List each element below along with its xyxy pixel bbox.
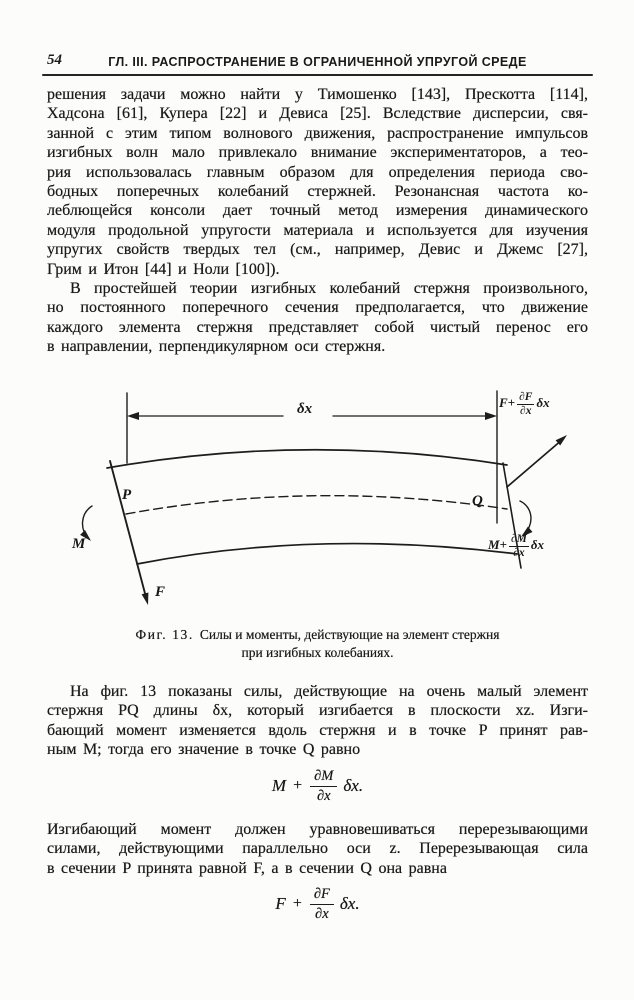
body-line: Хадсона [61], Купера [22] и Девиса [25]. Вследствие дисперсии, свя- — [47, 105, 588, 123]
plus-operator: + — [292, 895, 302, 913]
body-line: в сечении P принята равной F, а в сечении Q она равна — [47, 859, 447, 877]
paragraph-4 — [47, 820, 588, 878]
body-line: ным M; тогда его значение в точке Q равно — [47, 741, 361, 759]
shear-force-arrow-right — [507, 435, 567, 487]
body-line: леблющейся консоли дает точный метод измерения динамического — [47, 202, 588, 220]
paragraph-2 — [47, 279, 588, 357]
formula-fraction: $\frac{\partial M}{\partial x}$ — [310, 768, 337, 804]
force-right-label — [499, 391, 550, 417]
force-f-label: F — [155, 584, 166, 600]
figure-13 — [55, 383, 621, 623]
chapter-header: ГЛ. III. РАСПРОСТРАНЕНИЕ В ОГРАНИЧЕННОЙ УПРУГОЙ СРЕДЕ — [108, 55, 527, 69]
formula-suffix: δx. — [339, 894, 360, 914]
formula-suffix: δx. — [343, 776, 364, 796]
body-line: На фиг. 13 показаны силы, действующие на очень малый элемент — [70, 683, 588, 700]
moment-m-label: M — [72, 536, 86, 552]
body-line: упругих свойств твердых тел (см., например, Девис и Джемс [27], — [47, 241, 588, 259]
force-right-fraction: $\frac{\partial F}{\partial x}$ — [519, 391, 533, 418]
figure-caption-line1: Силы и моменты, действующие на элемент стержня — [199, 627, 500, 642]
figure-13-diagram — [55, 383, 621, 623]
body-line: бающий момент изменяется вдоль стержня и в точке P принят рав- — [47, 721, 588, 739]
body-line: изгибных волн мало привлекало внимание экспериментаторов, а тео- — [47, 144, 588, 162]
point-p-label: P — [122, 487, 132, 503]
header-rule — [42, 74, 593, 76]
force-right-prefix: F+ — [499, 395, 516, 411]
body-line: бодных поперечных колебаний стержней. Резонансная частота ко- — [47, 183, 588, 201]
moment-right-suffix: δx — [530, 537, 545, 553]
formula-lhs: F — [275, 894, 286, 914]
body-line: в направлении, перпендикулярном оси стержня. — [47, 338, 386, 356]
body-line: Изгибающий момент должен уравновешиваться перерезывающими — [47, 821, 588, 838]
plus-operator: + — [293, 777, 303, 795]
shear-force-arrow-left — [110, 461, 148, 605]
body-line: стержня PQ длины δx, который изгибается в плоскости xz. Изги- — [47, 702, 588, 720]
formula-moment — [47, 768, 588, 804]
paragraph-1 — [47, 85, 588, 279]
moment-right-prefix: M+ — [488, 537, 507, 553]
body-line: но постоянного поперечного сечения предполагается, что движение — [47, 299, 588, 317]
body-line: решения задачи можно найти у Тимошенко [143], Прескотта [114], — [47, 86, 588, 103]
body-line: модуля продольной упругости материала и используется для изучения — [47, 221, 588, 239]
moment-right-fraction: $\frac{\partial M}{\partial x}$ — [510, 533, 527, 560]
formula-fraction: $\frac{\partial F}{\partial x}$ — [310, 886, 334, 922]
figure-caption-line2: при изгибных колебаниях. — [241, 644, 394, 660]
body-line: каждого элемента стержня представляет собой чистый перенос его — [47, 318, 588, 336]
figure-caption — [47, 626, 588, 661]
moment-arrow-right — [520, 501, 533, 537]
body-line: Грим и Итон [44] и Ноли [100]). — [47, 260, 280, 278]
body-line: силами, действующими параллельно оси z. Перерезывающая сила — [47, 840, 588, 858]
moment-right-label — [488, 533, 544, 559]
body-line: В простейшей теории изгибных колебаний стержня произвольного, — [70, 280, 588, 297]
beam-element — [107, 450, 521, 568]
delta-x-label: δx — [297, 401, 313, 417]
force-right-suffix: δx — [536, 395, 550, 411]
body-line: рия использовалась главным образом для определения периода сво- — [47, 163, 588, 181]
formula-lhs: M — [271, 776, 287, 796]
formula-shear — [47, 886, 588, 922]
point-q-label: Q — [472, 493, 483, 509]
page-number: 54 — [47, 52, 62, 68]
paragraph-3 — [47, 682, 588, 760]
body-line: занной с этим типом волнового движения, распространение импульсов — [47, 124, 588, 142]
figure-caption-tag: Фиг. 13. — [135, 627, 194, 642]
